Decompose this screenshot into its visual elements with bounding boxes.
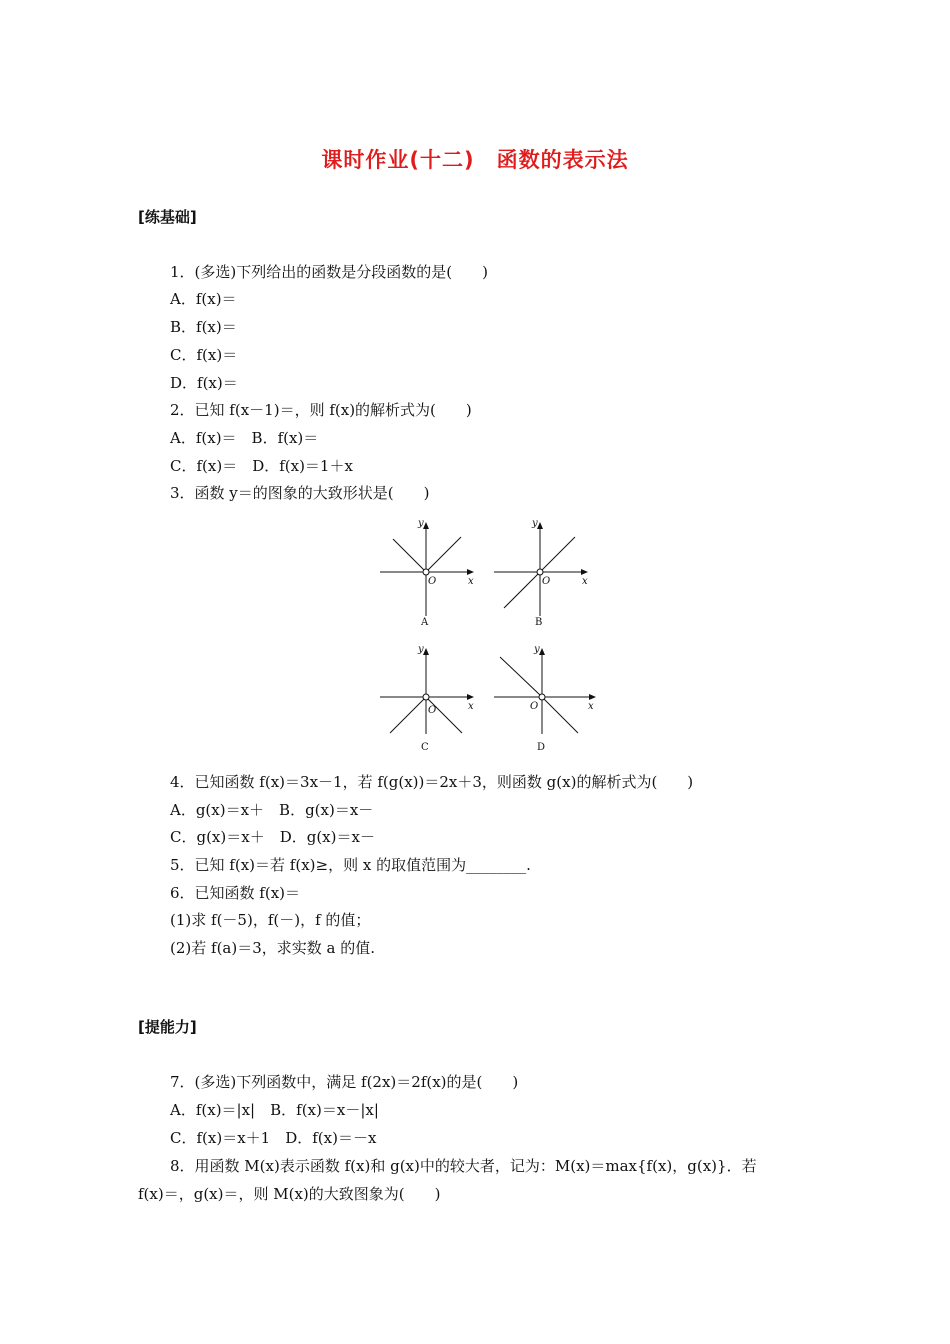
graph-label-a: A	[421, 617, 429, 628]
q4-stem: 4．已知函数 f(x)＝3x－1，若 f(g(x))＝2x＋3，则函数 g(x)的解析式为( )	[170, 773, 694, 791]
section-basic: [练基础]	[138, 208, 197, 226]
q3-stem: 3．函数 y＝的图象的大致形状是( )	[170, 484, 430, 502]
q1-option-b: B．f(x)＝	[170, 318, 237, 336]
graph-label-d: D	[537, 742, 546, 753]
page-title: 课时作业(十二) 函数的表示法	[321, 148, 629, 172]
origin-label: O	[530, 701, 539, 712]
q8-stem-line2: f(x)＝，g(x)＝，则 M(x)的大致图象为( )	[138, 1185, 441, 1203]
axis-y-label: y	[532, 518, 538, 529]
origin-label: O	[542, 576, 551, 587]
graph-label-c: C	[421, 742, 429, 753]
axis-x-label: x	[468, 701, 474, 712]
origin-label: O	[428, 705, 437, 716]
q2-options-cd: C．f(x)＝ D．f(x)＝1＋x	[170, 457, 353, 475]
q6-stem: 6．已知函数 f(x)＝	[170, 884, 301, 902]
q7-options-cd: C．f(x)＝x＋1 D．f(x)＝－x	[170, 1129, 377, 1147]
q4-options-ab: A．g(x)＝x＋ B．g(x)＝x－	[170, 801, 374, 819]
q6-part-1: (1)求 f(－5)，f(－)，f 的值；	[170, 911, 371, 929]
q1-option-d: D．f(x)＝	[170, 374, 238, 392]
q8-stem-line1: 8．用函数 M(x)表示函数 f(x)和 g(x)中的较大者，记为：M(x)＝max{f(x)，g(x)}．若	[170, 1157, 757, 1175]
q2-options-ab: A．f(x)＝ B．f(x)＝	[170, 429, 319, 447]
q5-stem: 5．已知 f(x)＝若 f(x)≥，则 x 的取值范围为________.	[170, 856, 531, 874]
q3-graph-b	[492, 516, 592, 631]
graph-label-b: B	[535, 617, 543, 628]
axis-x-label: x	[468, 576, 474, 587]
q7-stem: 7．(多选)下列函数中，满足 f(2x)＝2f(x)的是( )	[170, 1073, 519, 1091]
q3-graph-d	[492, 642, 602, 757]
q2-stem: 2．已知 f(x－1)＝，则 f(x)的解析式为( )	[170, 401, 472, 419]
q3-graph-a	[378, 516, 478, 631]
q1-option-c: C．f(x)＝	[170, 346, 238, 364]
q7-options-ab: A．f(x)＝|x| B．f(x)＝x－|x|	[170, 1101, 379, 1119]
axis-y-label: y	[418, 644, 424, 655]
section-advanced: [提能力]	[138, 1018, 197, 1036]
axis-y-label: y	[418, 518, 424, 529]
q4-options-cd: C．g(x)＝x＋ D．g(x)＝x－	[170, 828, 375, 846]
q6-part-2: (2)若 f(a)＝3，求实数 a 的值.	[170, 939, 376, 957]
q3-graph-c	[378, 642, 478, 757]
axis-x-label: x	[588, 701, 594, 712]
axis-y-label: y	[534, 644, 540, 655]
q1-option-a: A．f(x)＝	[170, 290, 237, 308]
axis-x-label: x	[582, 576, 588, 587]
q1-stem: 1．(多选)下列给出的函数是分段函数的是( )	[170, 263, 488, 281]
origin-label: O	[428, 576, 437, 587]
